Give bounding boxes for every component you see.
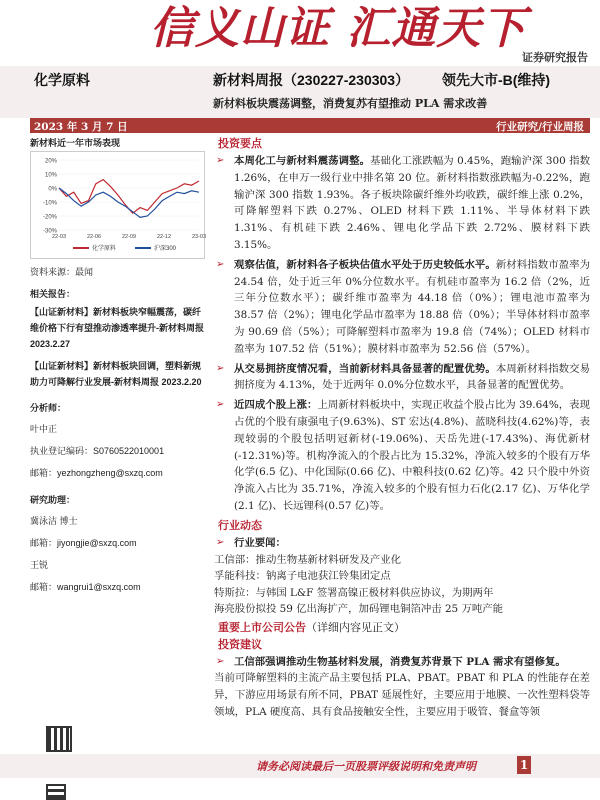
y-tick-label: 10%: [44, 172, 57, 179]
page-number: 1: [517, 756, 531, 774]
bullet-text: 本周新材料指数交易拥挤度为 4.13%，处于近两年 0.0%分位数水平，具备显著的配置优势。: [234, 362, 591, 392]
date-bar: [30, 118, 590, 133]
section-investment-points: 投资要点: [218, 137, 262, 150]
legend-label: 沪深300: [154, 246, 177, 252]
advice-text: 当前可降解塑料的主流产品主要包括 PLA、PBAT。PBAT 和 PLA 的性能存在差异，下游应用场景有所不同，PBAT 延展性好，主要应用于地膜、一次性塑料袋等领域，PLA 硬度高、具有食品接触安全性，主要应用于吸管、餐盒等领: [214, 672, 590, 718]
bullet-lead: 观察估值，新材料各子板块估值水平处于历史较低水平。: [234, 258, 496, 271]
bullet-text: 基础化工涨跌幅为 0.45%，跑输沪深 300 指数 1.26%，在申万一级行业中排名第 20 位。新材料指数涨跌幅为-0.22%，跑输沪深 300 指数 1.93%。各子板块除碳纤维外均收跌，碳纤维上涨 0.2%，可降解塑料下跌 0.27%、OLED 材料下跌 1.11%、半导体材料下跌 1.31%、有机硅下跌 2.46%、锂电化学品下跌 2.72%、膜材料下跌 3.15%。: [234, 155, 590, 251]
report-date: 2023 年 3 月 7 日: [34, 121, 128, 133]
section-title: 重要上市公司公告: [218, 620, 306, 634]
arrow-bullet-icon: ➢: [216, 536, 225, 548]
bullet-point: [214, 153, 590, 254]
sector-label: 化学原料: [34, 72, 90, 88]
x-tick-label: 23-03: [191, 234, 207, 240]
bullet-lead: 工信部强调推动生物基材料发展，消费复苏背景下 PLA 需求有望修复。: [234, 655, 566, 668]
report-category: 行业研究/行业周报: [496, 121, 584, 133]
assistant-heading: 研究助理：: [30, 495, 76, 505]
assistant-1-email[interactable]: 邮箱：jiyongjie@sxzq.com: [30, 538, 137, 548]
bullet-point: [214, 654, 590, 671]
y-tick-label: 0%: [48, 186, 57, 193]
related-report-2[interactable]: 【山证新材料】新材料板块回调，塑料新规助力可降解行业发展-新材料周报 2023.2.20: [30, 361, 202, 387]
arrow-bullet-icon: ➢: [216, 258, 225, 270]
market-chart: [30, 151, 205, 259]
bullet-point: [214, 257, 590, 358]
bullet-point: [214, 397, 590, 515]
bullet-point: [214, 535, 590, 552]
section-note: （详细内容见正文）: [306, 620, 405, 634]
bullet-lead: 从交易拥挤度情况看，当前新材料具备显著的配置优势。: [234, 362, 496, 375]
report-title: 新材料周报（230227-230303）: [213, 72, 410, 88]
related-report-1[interactable]: 【山证新材料】新材料板块窄幅震荡，碳纤维价格下行有望推动渗透率提升-新材料周报 2023.2.27: [30, 307, 204, 349]
news-item: 孚能科技：钠离子电池获江铃集团定点: [214, 570, 391, 583]
x-tick-label: 22-03: [51, 234, 67, 240]
section-industry-news: 行业动态: [218, 518, 262, 532]
bullet-text: 上周新材料板块中，实现正收益个股占比为 39.64%，表现占优的个股有康强电子(9.63%)、ST 宏达(4.8%)、蓝晓科技(4.62%)等，表现较弱的个股包括明冠新材(-19.06%)、天岳先进(-17.43%)、海优新材(-12.31%)等。机构净流入的个股占比为 15.32%，净流入较多的个股有万华化学(6.5 亿)、中化国际(0.66 亿)、中粮科技(0.62 亿)等。42 只个股中外资净流入占比为 35.71%，净流入较多的个股有恒力石化(2.17 亿)、万华化学(2.1 亿)、长远锂科(0.57 亿)等。: [234, 399, 591, 512]
assistant-2-name: 王锐: [30, 560, 49, 570]
news-item: 特斯拉：与韩国 L&F 签署高镍正极材料供应协议，为期两年: [214, 586, 494, 599]
y-tick-label: -20%: [42, 214, 57, 221]
analyst-email[interactable]: 邮箱：yezhongzheng@sxzq.com: [30, 468, 163, 478]
x-tick-label: 22-09: [121, 234, 137, 240]
header-banner: [0, 0, 600, 66]
legend-label: 化学原料: [92, 246, 117, 252]
y-tick-label: -10%: [42, 200, 57, 207]
section-investment-advice: 投资建议: [218, 637, 262, 651]
qr-code-icon: [46, 784, 66, 800]
bullet-point: [214, 361, 590, 395]
bullet-text: 新材料指数市盈率为 24.54 倍，处于近三年 0%分位数水平。有机硅市盈率为 16.2 倍（2%，近三年分位数水平）；碳纤维市盈率为 44.18 倍（0%）；锂电池市盈率为 38.57 倍（2%）；锂电化学品市盈率为 18.88 倍（0%）；半导体材料市盈率为 90.69 倍（5%）；可降解塑料市盈率为 19.8 倍（74%）；OLED 材料市盈率为 107.52 倍（51%）；膜材料市盈率为 52.56 倍（57%）。: [234, 258, 591, 355]
rating-label: 领先大市-B(维持): [442, 72, 551, 88]
related-reports-heading: 相关报告：: [30, 289, 76, 299]
x-tick-label: 22-06: [86, 234, 102, 240]
report-subtitle: 新材料板块震荡调整，消费复苏有望推动 PLA 需求改善: [213, 97, 488, 110]
series-line: [59, 180, 199, 214]
disclaimer[interactable]: 请务必阅读最后一页股票评级说明和免责声明: [256, 760, 476, 773]
assistant-1-name: 冀泳洁 博士: [30, 516, 78, 526]
news-item: 工信部：推动生物基新材料研发及产业化: [214, 553, 402, 566]
analyst-name: 叶中正: [30, 424, 58, 434]
brand-slogan: 信义山证 汇通天下: [150, 3, 527, 54]
bullet-lead: 近四成个股上涨：: [234, 399, 318, 412]
bullet-lead: 行业要闻：: [234, 536, 286, 549]
chart-title: 新材料近一年市场表现: [30, 138, 121, 148]
analyst-cert: 执业登记编码：S0760522010001: [30, 446, 165, 456]
arrow-bullet-icon: ➢: [216, 655, 225, 667]
y-tick-label: -30%: [42, 228, 57, 235]
y-tick-label: 20%: [44, 158, 57, 165]
assistant-2-email[interactable]: 邮箱：wangrui1@sxzq.com: [30, 582, 141, 592]
news-item: 海亮股份拟投 59 亿出海扩产，加码锂电铜箔冲击 25 万吨产能: [214, 603, 504, 616]
chart-source: 资料来源：最闻: [30, 267, 94, 277]
arrow-bullet-icon: ➢: [216, 155, 225, 166]
bullet-lead: 本周化工与新材料震荡调整。: [234, 155, 371, 167]
arrow-bullet-icon: ➢: [216, 362, 225, 374]
section-company-announcements: [218, 620, 590, 636]
arrow-bullet-icon: ➢: [216, 399, 225, 411]
report-type: 证券研究报告: [522, 52, 588, 64]
sidebar: [30, 136, 205, 598]
market-chart-svg: [31, 152, 207, 258]
main-content: [214, 136, 590, 721]
x-tick-label: 22-12: [156, 234, 172, 240]
analyst-heading: 分析师：: [30, 403, 67, 413]
qr-code-icon: [46, 726, 72, 752]
